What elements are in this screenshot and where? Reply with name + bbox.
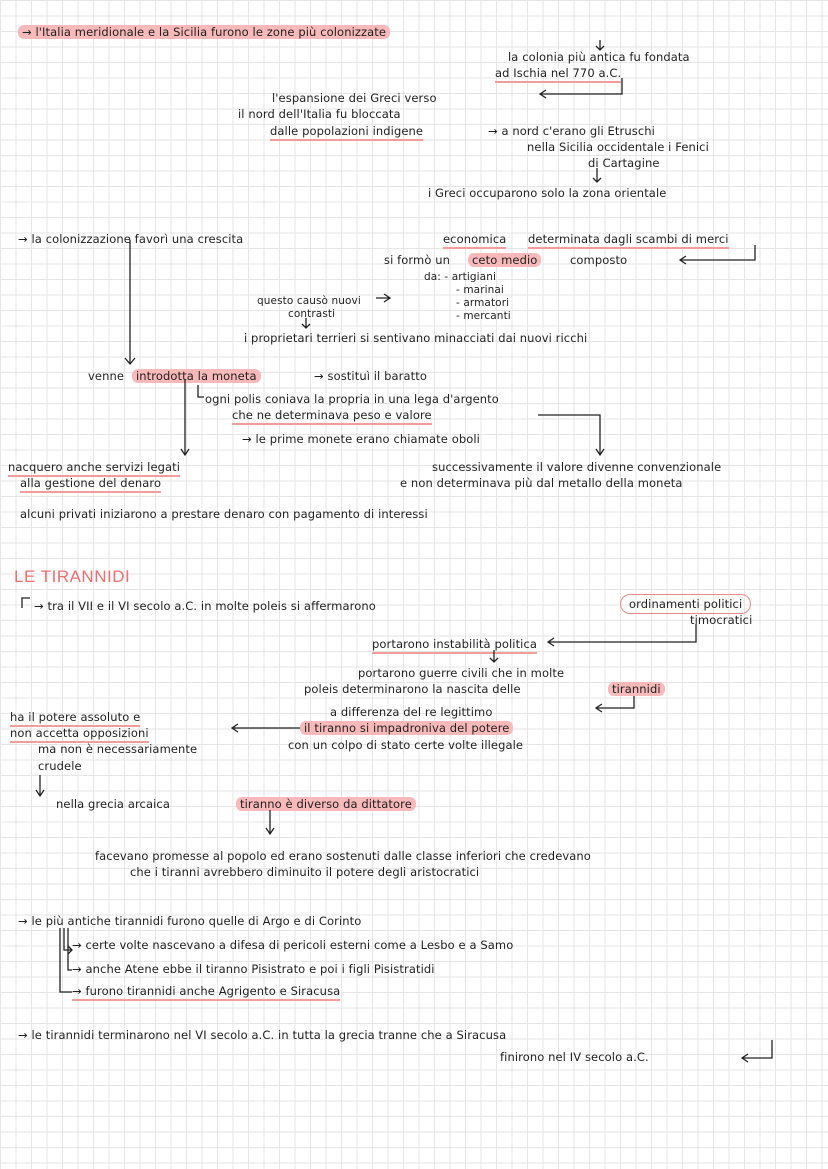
potere-line-2: non accetta opposizioni: [10, 726, 149, 743]
peso-line: che ne determinava peso e valore: [232, 408, 432, 425]
colony-line-1: la colonia più antica fu fondata: [508, 50, 690, 64]
expansion-line-3: dalle popolazioni indigene: [270, 124, 423, 141]
section-title: LE TIRANNIDI: [14, 567, 131, 586]
servizi-line-1: nacquero anche servizi legati: [8, 460, 180, 477]
colony-line-2: ad Ischia nel 770 a.C.: [495, 66, 621, 83]
expansion-line-1: l'espansione dei Greci verso: [272, 91, 437, 105]
economica-word: economica: [443, 232, 506, 249]
fine-line-2: finirono nel IV secolo a.C.: [500, 1050, 649, 1064]
list-marinai: - marinai: [456, 284, 504, 296]
timocratici-word: timocratici: [690, 613, 753, 627]
etruschi-line: → a nord c'erano gli Etruschi: [488, 124, 655, 138]
moneta-highlight: introdotta la moneta: [132, 369, 261, 383]
composto-word: composto: [570, 253, 628, 267]
potere-line-3: ma non è necessariamente: [38, 742, 198, 756]
contrasti-line-1: questo causò nuovi: [257, 295, 361, 307]
siracusa-line: → furono tirannidi anche Agrigento e Siracusa: [72, 984, 340, 1001]
pisistrato-line: → anche Atene ebbe il tiranno Pisistrato e poi i figli Pisistratidi: [72, 962, 435, 976]
tirannidi-highlight: tirannidi: [608, 682, 665, 696]
promesse-line-1: facevano promesse al popolo ed erano sostenuti dalle classe inferiori che credevano: [95, 849, 591, 863]
servizi-line-2: alla gestione del denaro: [20, 476, 161, 493]
colonization-line: → la colonizzazione favorì una crescita: [18, 232, 244, 246]
list-armatori: - armatori: [456, 297, 510, 309]
ceto-line: si formò un: [384, 253, 451, 267]
list-artigiani: da: - artigiani: [424, 271, 496, 283]
ordinamenti-circle: ordinamenti politici: [620, 594, 751, 614]
dittatore-highlight: tiranno è diverso da dittatore: [236, 797, 416, 811]
guerre-line: portarono guerre civili che in molte: [358, 666, 565, 680]
scambi-line: determinata dagli scambi di merci: [528, 232, 729, 249]
colpo-stato-line: con un colpo di stato certe volte illegale: [288, 738, 524, 752]
proprietari-line: i proprietari terrieri si sentivano minacciati dai nuovi ricchi: [244, 331, 588, 345]
corinto-line: → le più antiche tirannidi furono quelle di Argo e di Corinto: [18, 914, 362, 928]
samo-line: → certe volte nascevano a difesa di pericoli esterni come a Lesbo e a Samo: [72, 938, 514, 952]
fenici-line: nella Sicilia occidentale i Fenici: [527, 140, 709, 154]
differenza-line: a differenza del re legittimo: [330, 705, 493, 719]
nascita-line: poleis determinarono la nascita delle: [304, 682, 521, 696]
cartagine-line: di Cartagine: [588, 156, 660, 170]
promesse-line-2: che i tiranni avrebbero diminuito il potere degli aristocratici: [130, 865, 480, 879]
polis-line: ogni polis coniava la propria in una lega d'argento: [205, 392, 499, 406]
oboli-line: → le prime monete erano chiamate oboli: [242, 432, 480, 446]
prestare-line: alcuni privati iniziarono a prestare denaro con pagamento di interessi: [20, 507, 428, 521]
list-mercanti: - mercanti: [456, 310, 511, 322]
metallo-line: e non determinava più dal metallo della moneta: [400, 476, 683, 490]
convenzionale-line: successivamente il valore divenne convenzionale: [432, 460, 722, 474]
baratto-line: → sostituì il baratto: [314, 369, 427, 383]
contrasti-line-2: contrasti: [288, 308, 336, 320]
potere-line-4: crudele: [38, 759, 82, 773]
potere-line-1: ha il potere assoluto e: [10, 710, 140, 727]
fine-line-1: → le tirannidi terminarono nel VI secolo a.C. in tutta la grecia tranne che a Siracusa: [18, 1028, 507, 1042]
tirannidi-intro: → tra il VII e il VI secolo a.C. in molte poleis si affermarono: [34, 599, 376, 613]
venne-word: venne: [88, 369, 125, 383]
grecia-arcaica: nella grecia arcaica: [56, 797, 170, 811]
tiranno-line: il tiranno si impadroniva del potere: [300, 721, 513, 735]
ceto-medio: ceto medio: [468, 253, 541, 267]
greci-line: i Greci occuparono solo la zona orientale: [428, 186, 667, 200]
expansion-line-2: il nord dell'Italia fu bloccata: [238, 107, 401, 121]
instabilita-line: portarono instabilità politica: [372, 637, 537, 654]
intro-line: → l'Italia meridionale e la Sicilia furono le zone più colonizzate: [18, 25, 390, 39]
